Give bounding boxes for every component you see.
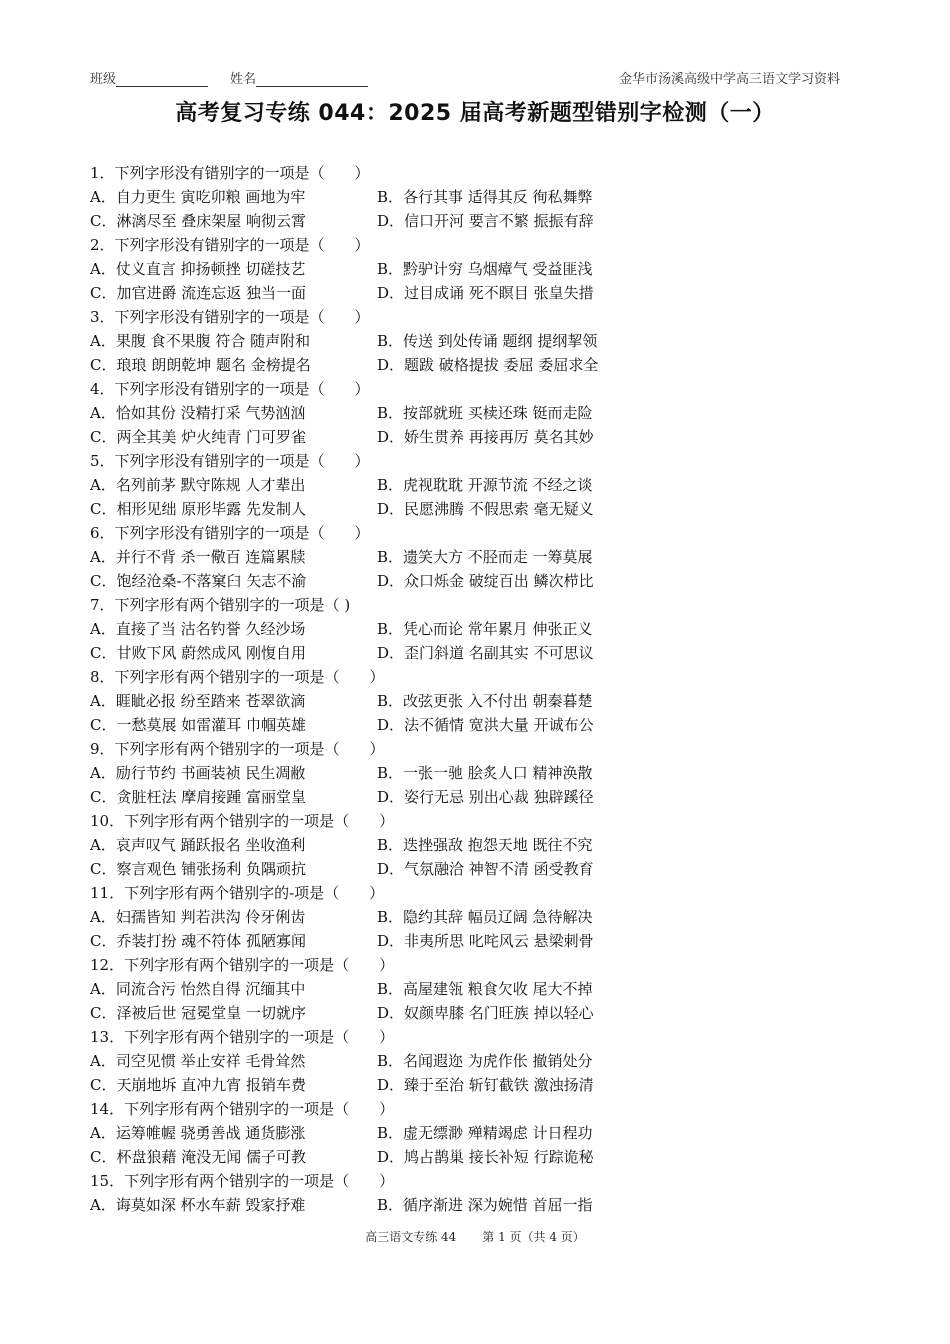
option-b: B．虚无缥渺 殚精竭虑 计日程功 [377, 1124, 593, 1142]
option-c: C．泽被后世 冠冕堂皇 一切就序 [90, 1004, 307, 1022]
option-row [90, 401, 850, 425]
option-row [90, 353, 850, 377]
option-d: D．鸠占鹊巢 接长补短 行踪诡秘 [377, 1148, 594, 1166]
option-b: B．传送 到处传诵 题纲 提纲挈领 [377, 332, 598, 350]
option-a: A．果腹 食不果腹 符合 随声附和 [90, 332, 311, 350]
option-c: C．察言观色 铺张扬利 负隅顽抗 [90, 860, 307, 878]
option-c: C．琅琅 朗朗乾坤 题名 金榜提名 [90, 356, 311, 374]
option-d: D．姿行无忌 别出心裁 独辟蹊径 [377, 788, 594, 806]
option-row [90, 569, 850, 593]
option-c: C．相形见绌 原形毕露 先发制人 [90, 500, 307, 518]
option-a: A．哀声叹气 踊跃报名 坐收渔利 [90, 836, 306, 854]
option-b: B．循序渐进 深为婉惜 首屈一指 [377, 1196, 593, 1214]
option-row [90, 1121, 850, 1145]
question-stem: 7．下列字形有两个错别字的一项是（ ) [90, 596, 351, 614]
option-a: A．名列前茅 默守陈规 人才辈出 [90, 476, 306, 494]
option-a: A．励行节约 书画装祯 民生凋敝 [90, 764, 306, 782]
option-b: B．高屋建瓴 粮食欠收 尾大不掉 [377, 980, 593, 998]
option-d: D．民愿沸腾 不假思索 毫无疑义 [377, 500, 594, 518]
option-row [90, 329, 850, 353]
option-b: B．虎视耽耽 开源节流 不经之谈 [377, 476, 593, 494]
option-row [90, 473, 850, 497]
option-row [90, 977, 850, 1001]
option-d: D．法不循情 宽洪大量 开诚布公 [377, 716, 594, 734]
option-c: C．淋漓尽至 叠床架屋 响彻云霄 [90, 212, 307, 230]
option-c: C．饱经沧桑-不落窠臼 矢志不渝 [90, 572, 307, 590]
page-title: 高考复习专练 044：2025 届高考新题型错别字检测（一） [175, 101, 775, 126]
option-d: D．信口开河 要言不繁 振振有辞 [377, 212, 594, 230]
option-b: B．迭挫强敌 抱怨天地 既往不究 [377, 836, 593, 854]
option-b: B．隐约其辞 幅员辽阔 急待解决 [377, 908, 593, 926]
option-b: B．凭心而论 常年累月 伸张正义 [377, 620, 593, 638]
option-d: D．歪门斜道 名副其实 不可思议 [377, 644, 594, 662]
option-c: C．乔装打扮 魂不符体 孤陋寡闻 [90, 932, 307, 950]
option-row [90, 1073, 850, 1097]
footer-course: 高三语文专练 44 [365, 1230, 457, 1244]
option-row [90, 257, 850, 281]
option-d: D．众口烁金 破绽百出 鳞次栉比 [377, 572, 594, 590]
option-row [90, 857, 850, 881]
question-stem: 4．下列字形没有错别字的一项是（ ） [90, 380, 370, 398]
question-stem: 1．下列字形没有错别字的一项是（ ） [90, 164, 370, 182]
option-a: A．睚眦必报 纷至踏来 苍翠欲滴 [90, 692, 306, 710]
question-stem: 15．下列字形有两个错别字的一项是（ ） [90, 1172, 395, 1190]
option-c: C．甘败下风 蔚然成风 刚愎自用 [90, 644, 307, 662]
option-a: A．直接了当 沽名钓誉 久经沙场 [90, 620, 306, 638]
option-b: B．遗笑大方 不胫而走 一筹莫展 [377, 548, 593, 566]
page-header [90, 68, 840, 88]
option-a: A．妇孺皆知 判若洪沟 伶牙俐齿 [90, 908, 306, 926]
option-c: C．一愁莫展 如雷灌耳 巾帼英雄 [90, 716, 307, 734]
question-stem: 11．下列字形有两个错别字的-项是（ ） [90, 884, 385, 902]
option-d: D．娇生贯养 再接再厉 莫名其妙 [377, 428, 594, 446]
option-b: B．改弦更张 入不付出 朝秦暮楚 [377, 692, 593, 710]
name-label: 姓名 [230, 72, 257, 87]
question-list [90, 161, 850, 1217]
option-d: D．奴颜卑膝 名门旺族 掉以轻心 [377, 1004, 594, 1022]
question-stem: 9．下列字形有两个错别字的一项是（ ） [90, 740, 385, 758]
option-b: B．名闻遐迩 为虎作伥 撤销处分 [377, 1052, 593, 1070]
question-stem: 3．下列字形没有错别字的一项是（ ） [90, 308, 370, 326]
option-a: A．诲莫如深 杯水车薪 毁家抒难 [90, 1196, 306, 1214]
option-c: C．两全其美 炉火纯青 门可罗雀 [90, 428, 307, 446]
option-a: A．同流合污 怡然自得 沉缅其中 [90, 980, 306, 998]
question-stem: 13．下列字形有两个错别字的一项是（ ） [90, 1028, 395, 1046]
option-a: A．运筹帷幄 骁勇善战 通货膨涨 [90, 1124, 306, 1142]
option-row [90, 1193, 850, 1217]
option-row [90, 833, 850, 857]
question-stem: 5．下列字形没有错别字的一项是（ ） [90, 452, 370, 470]
name-blank [256, 72, 368, 87]
student-info [90, 68, 368, 87]
option-row [90, 1145, 850, 1169]
footer-page-number: 第 1 页（共 4 页） [482, 1230, 585, 1244]
option-d: D．非夷所思 叱咤风云 悬梁刺骨 [377, 932, 594, 950]
page-footer [0, 1228, 950, 1245]
question-stem: 8．下列字形有两个错别字的一项是（ ） [90, 668, 385, 686]
option-a: A．自力更生 寅吃卯粮 画地为牢 [90, 188, 306, 206]
option-b: B．一张一驰 脍炙人口 精神涣散 [377, 764, 593, 782]
option-a: A．仗义直言 抑扬顿挫 切磋技艺 [90, 260, 306, 278]
option-b: B．按部就班 买椟还珠 铤而走险 [377, 404, 593, 422]
option-row [90, 713, 850, 737]
question-stem: 2．下列字形没有错别字的一项是（ ） [90, 236, 370, 254]
option-c: C．贪脏枉法 摩肩接踵 富丽堂皇 [90, 788, 307, 806]
option-d: D．过目成诵 死不瞑目 张皇失措 [377, 284, 594, 302]
option-row [90, 425, 850, 449]
question-stem: 6．下列字形没有错别字的一项是（ ） [90, 524, 370, 542]
option-row [90, 929, 850, 953]
option-row [90, 689, 850, 713]
option-a: A．司空见惯 举止安祥 毛骨耸然 [90, 1052, 306, 1070]
option-d: D．气氛融洽 神智不清 函受教育 [377, 860, 594, 878]
option-a: A．恰如其份 没精打采 气势汹汹 [90, 404, 306, 422]
option-row [90, 761, 850, 785]
option-b: B．黔驴计穷 乌烟瘴气 受益匪浅 [377, 260, 593, 278]
option-row [90, 545, 850, 569]
option-row [90, 905, 850, 929]
class-blank [116, 72, 208, 87]
option-row [90, 1001, 850, 1025]
option-c: C．天崩地坼 直冲九宵 报销车费 [90, 1076, 307, 1094]
school-name: 金华市汤溪高级中学高三语文学习资料 [618, 72, 840, 87]
option-b: B．各行其事 适得其反 徇私舞弊 [377, 188, 593, 206]
option-d: D．臻于至治 斩钉截铁 激浊扬清 [377, 1076, 594, 1094]
option-row [90, 617, 850, 641]
option-row [90, 785, 850, 809]
option-row [90, 209, 850, 233]
option-c: C．加官进爵 流连忘返 独当一面 [90, 284, 307, 302]
option-c: C．杯盘狼藉 淹没无闻 儒子可教 [90, 1148, 307, 1166]
option-row [90, 1049, 850, 1073]
question-stem: 10．下列字形有两个错别字的一项是（ ） [90, 812, 395, 830]
class-label: 班级 [90, 72, 117, 87]
option-row [90, 185, 850, 209]
option-row [90, 641, 850, 665]
option-d: D．题跋 破格提拔 委屈 委屈求全 [377, 356, 599, 374]
question-stem: 14．下列字形有两个错别字的一项是（ ） [90, 1100, 395, 1118]
option-row [90, 497, 850, 521]
option-a: A．并行不背 杀一儆百 连篇累牍 [90, 548, 306, 566]
option-row [90, 281, 850, 305]
question-stem: 12．下列字形有两个错别字的一项是（ ） [90, 956, 395, 974]
